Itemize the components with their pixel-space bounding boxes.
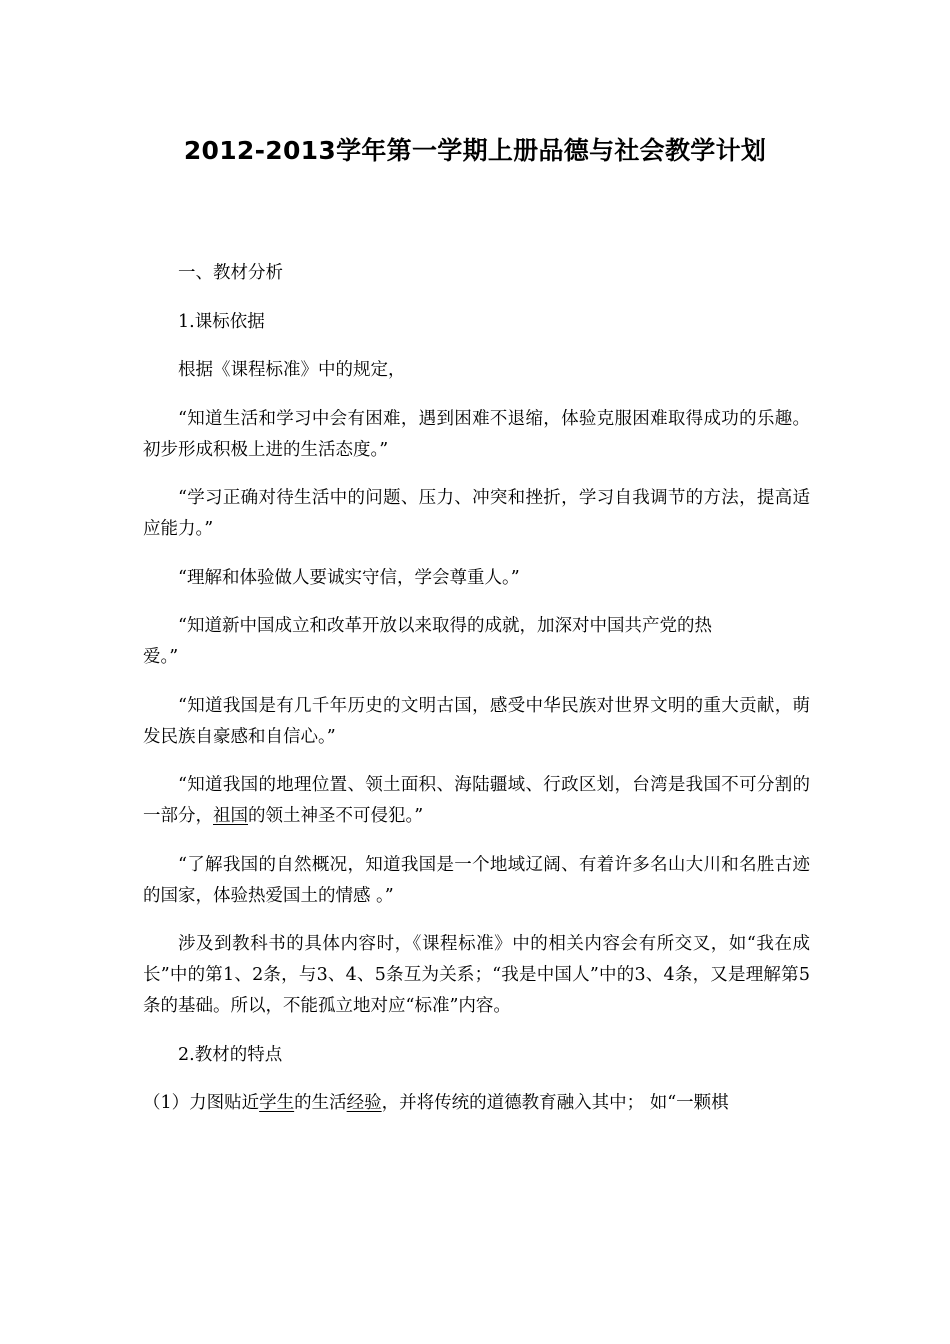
- quote-text: 的领土神圣不可侵犯。”: [248, 806, 424, 826]
- standard-quote: “学习正确对待生活中的问题、压力、冲突和挫折，学习自我调节的方法，提高适应能力。”: [143, 488, 810, 539]
- standard-quote: “了解我国的自然概况，知道我国是一个地域辽阔、有着许多名山大川和名胜古迹的国家，体验热爱国土的情感 。”: [143, 854, 810, 906]
- subsection-heading: 1.课标依据: [178, 311, 265, 332]
- section-heading: 一、教材分析: [178, 263, 283, 283]
- feature-paragraph: [143, 1088, 810, 1119]
- standard-quote: [143, 770, 810, 832]
- feature-text: ，并将传统的道德教育融入其中； 如“一颗棋: [381, 1093, 729, 1113]
- note-paragraph: 涉及到教科书的具体内容时，《课程标准》中的相关内容会有所交叉，如“我在成长”中的第1、2条，与3、4、5条互为关系；“我是中国人”中的3、4条，又是理解第5条的基础。所以，不能孤立地对应“标准”内容。: [143, 934, 810, 1016]
- feature-text: （1）力图贴近: [143, 1093, 260, 1113]
- document-body: [143, 258, 810, 1137]
- quote-text: “知道新中国成立和改革开放以来取得的成就，加深对中国共产党的热: [178, 616, 712, 636]
- hyperlink[interactable]: 经验: [346, 1093, 382, 1113]
- standard-quote: [143, 611, 810, 673]
- standard-quote: “知道生活和学习中会有困难，遇到困难不退缩，体验克服困难取得成功的乐趣。初步形成积极上进的生活态度。”: [143, 408, 810, 460]
- feature-text: 的生活: [294, 1093, 347, 1113]
- standard-quote: “知道我国是有几千年历史的文明古国，感受中华民族对世界文明的重大贡献，萌发民族自豪感和自信心。”: [143, 695, 810, 747]
- hyperlink[interactable]: 学生: [259, 1093, 295, 1113]
- quote-text: “知道我国的地理位置、领土面积、海陆疆域、行政区划，台湾是我国不可分割的一部分，: [143, 775, 810, 826]
- standard-quote: “理解和体验做人要诚实守信，学会尊重人。”: [178, 567, 520, 588]
- hyperlink[interactable]: 祖国: [213, 806, 248, 826]
- intro-paragraph: 根据《课程标准》中的规定，: [178, 360, 406, 380]
- quote-text: 爱。”: [143, 647, 179, 667]
- subsection-heading: 2.教材的特点: [178, 1044, 283, 1065]
- document-title: 2012-2013学年第一学期上册品德与社会教学计划: [183, 136, 767, 165]
